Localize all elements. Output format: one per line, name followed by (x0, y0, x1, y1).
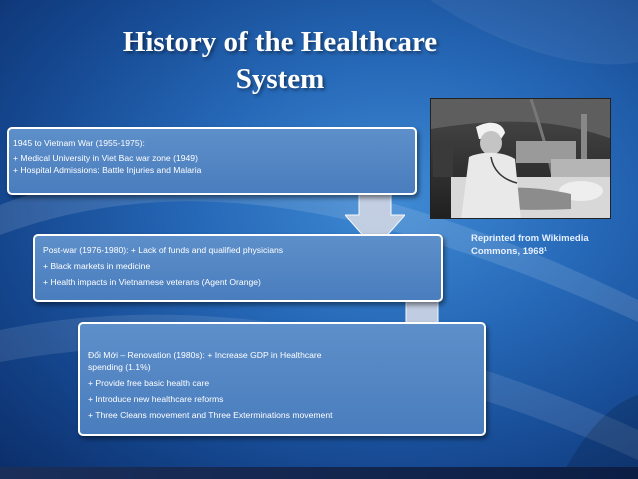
photo-illustration (431, 99, 611, 219)
box3-line: + Three Cleans movement and Three Exterminations movement (88, 410, 333, 420)
timeline-box-doi-moi (78, 322, 486, 436)
caption-line-2: Commons, 1968¹ (471, 246, 548, 257)
historical-photo (430, 98, 611, 219)
timeline-box-post-war (33, 234, 443, 302)
caption-line-1: Reprinted from Wikimedia (471, 233, 589, 244)
box1-heading: 1945 to Vietnam War (1955-1975): (13, 138, 145, 148)
photo-caption (471, 232, 631, 258)
bottom-band (0, 467, 638, 479)
box2-line: + Black markets in medicine (43, 261, 151, 271)
title-line-2: System (235, 63, 325, 95)
box3-line: Đổi Mới – Renovation (1980s): + Increase GDP in Healthcare spending (1.1%) (88, 350, 322, 372)
box2-line: Post-war (1976-1980): + Lack of funds and qualified physicians (43, 245, 284, 255)
box1-line: + Hospital Admissions: Battle Injuries and Malaria (13, 165, 202, 175)
slide-title (40, 24, 520, 98)
title-line-1: History of the Healthcare (122, 26, 438, 58)
box1-line: + Medical University in Viet Bac war zone (1949) (13, 153, 198, 163)
box2-line: + Health impacts in Vietnamese veterans (Agent Orange) (43, 277, 261, 287)
box3-line: + Provide free basic health care (88, 378, 210, 388)
box3-line: + Introduce new healthcare reforms (88, 394, 224, 404)
timeline-box-1945-1975 (7, 127, 417, 195)
